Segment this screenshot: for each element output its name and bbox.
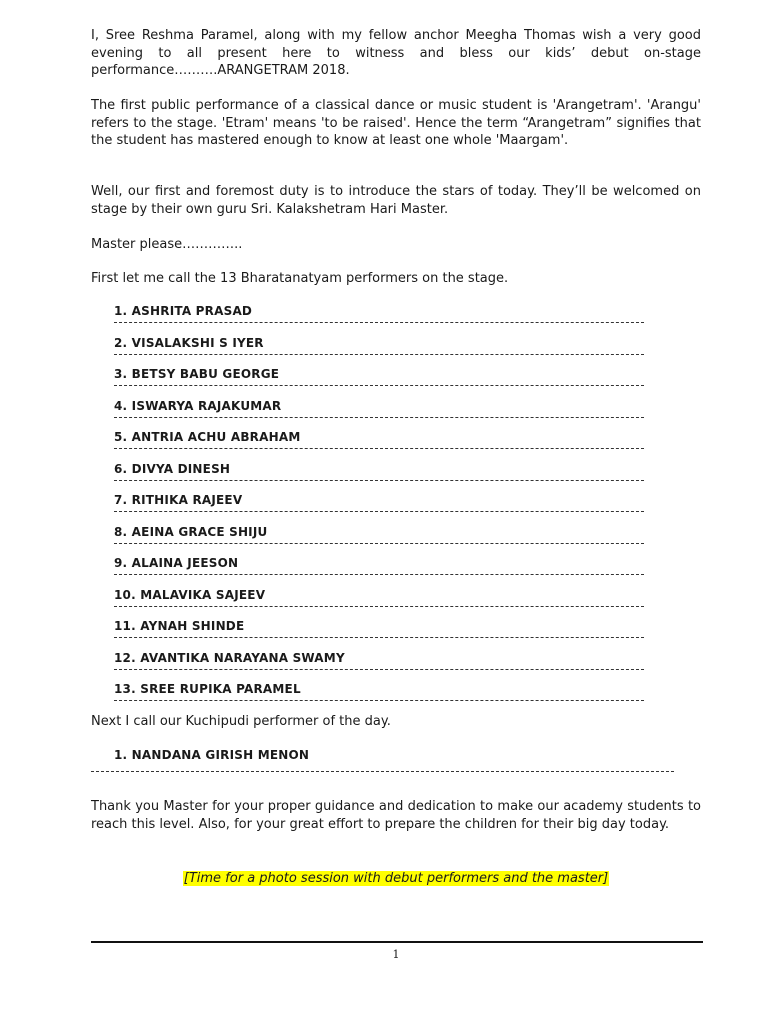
performer-name: 9. ALAINA JEESON (114, 556, 239, 570)
intro-paragraph: I, Sree Reshma Paramel, along with my fellow anchor Meegha Thomas wish a very good evening to all present here to witness and bless our kids’ debut on-stage performance……….ARANGETRAM 2018. (91, 28, 701, 78)
photo-note-line (91, 867, 701, 887)
bharatanatyam-intro: First let me call the 13 Bharatanatyam performers on the stage. (91, 271, 509, 286)
dashed-separator (114, 417, 644, 418)
list-item (114, 681, 644, 713)
performer-name: 11. AYNAH SHINDE (114, 619, 245, 633)
list-item (114, 461, 644, 493)
list-item (114, 524, 644, 556)
dashed-separator (114, 669, 644, 670)
welcome-paragraph: Well, our first and foremost duty is to introduce the stars of today. They’ll be welcomed on stage by their own guru Sri. Kalakshetram Hari Master. (91, 184, 701, 217)
photo-session-note: [Time for a photo session with debut performers and the master] (183, 871, 609, 886)
performer-name: 6. DIVYA DINESH (114, 461, 231, 476)
dashed-separator (114, 700, 644, 701)
performer-name: 2. VISALAKSHI S IYER (114, 335, 264, 350)
dashed-separator (114, 322, 644, 323)
performer-name: 5. ANTRIA ACHU ABRAHAM (114, 430, 301, 444)
dashed-separator (114, 385, 644, 386)
dashed-separator (114, 606, 644, 607)
dashed-separator (114, 480, 644, 481)
dashed-separator (114, 543, 644, 544)
dashed-separator (114, 354, 644, 355)
performer-name: 7. RITHIKA RAJEEV (114, 493, 243, 507)
master-please-line: Master please………….. (91, 237, 243, 252)
performer-name: 13. SREE RUPIKA PARAMEL (114, 682, 301, 696)
page-number: 1 (392, 948, 400, 961)
list-item (114, 335, 644, 367)
list-item (114, 618, 644, 650)
performer-name: 1. ASHRITA PRASAD (114, 304, 253, 318)
list-item (114, 587, 644, 619)
kuchipudi-intro: Next I call our Kuchipudi performer of the day. (91, 714, 391, 729)
performer-name: 4. ISWARYA RAJAKUMAR (114, 398, 282, 413)
list-item (114, 492, 644, 524)
thanks-paragraph: Thank you Master for your proper guidance and dedication to make our academy students to reach this level. Also, for your great effort to prepare the children for their big day today. (91, 799, 701, 832)
list-item (114, 650, 644, 682)
bharatanatyam-performer-list (114, 303, 644, 713)
dashed-separator (91, 771, 674, 772)
performer-name: 10. MALAVIKA SAJEEV (114, 587, 266, 602)
dashed-separator (114, 637, 644, 638)
definition-paragraph: The first public performance of a classical dance or music student is 'Arangetram'. 'Arangu' refers to the stage. 'Etram' means 'to be raised'. Hence the term “Arangetram” signifies that the student has mastered enough to know at least one whole 'Maargam'. (91, 98, 701, 148)
footer-rule (91, 941, 703, 943)
dashed-separator (114, 574, 644, 575)
dashed-separator (114, 511, 644, 512)
list-item (114, 429, 644, 461)
list-item (114, 366, 644, 398)
list-item (114, 303, 644, 335)
performer-name: 3. BETSY BABU GEORGE (114, 367, 280, 381)
list-item (114, 555, 644, 587)
kuchipudi-performer-name: 1. NANDANA GIRISH MENON (114, 748, 310, 762)
dashed-separator (114, 448, 644, 449)
performer-name: 8. AEINA GRACE SHIJU (114, 524, 268, 539)
performer-name: 12. AVANTIKA NARAYANA SWAMY (114, 650, 345, 665)
list-item (114, 398, 644, 430)
